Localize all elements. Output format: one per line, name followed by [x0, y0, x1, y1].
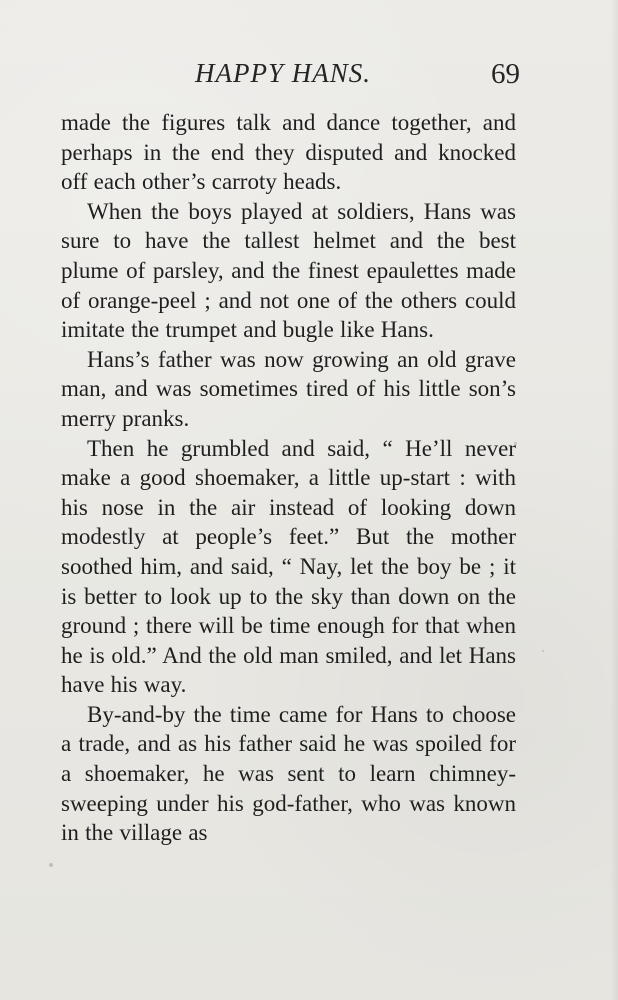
paper-speck	[542, 650, 544, 652]
page-edge-shadow	[610, 0, 618, 1000]
paragraph-4: Then he grumbled and said, “ He’ll never make a good shoemaker, a little up-start : with his nose in the air instead of looking down modestly at people’s feet.” But the mother soothed him, and said, “ Nay, let the boy be ; it is better to look up to the sky than down on the ground ; there will be time enough for that when he is old.” And the old man smiled, and let Hans have his way.	[61, 435, 516, 698]
paper-speck	[514, 442, 517, 445]
paragraph-2: When the boys played at soldiers, Hans was sure to have the tallest helmet and the best plume of parsley, and the finest epaulettes made of orange-peel ; and not one of the others could imitate the trumpet and bugle like Hans.	[61, 198, 516, 343]
paragraph-1: made the figures talk and dance together, and perhaps in the end they disputed and knocked off each other’s carroty heads.	[61, 110, 516, 195]
paragraph-5: By-and-by the time came for Hans to choose a trade, and as his father said he was spoiled for a shoemaker, he was sent to learn chimney-sweeping under his god-father, who was known in the village as	[61, 701, 516, 846]
page-body	[61, 108, 516, 848]
paper-speck	[49, 863, 53, 867]
running-head: HAPPY HANS.	[195, 58, 371, 88]
paragraph-3: Hans’s father was now growing an old grave man, and was sometimes tired of his little son’s merry pranks.	[61, 346, 516, 431]
page-header	[0, 56, 618, 92]
page-number: 69	[491, 58, 520, 90]
